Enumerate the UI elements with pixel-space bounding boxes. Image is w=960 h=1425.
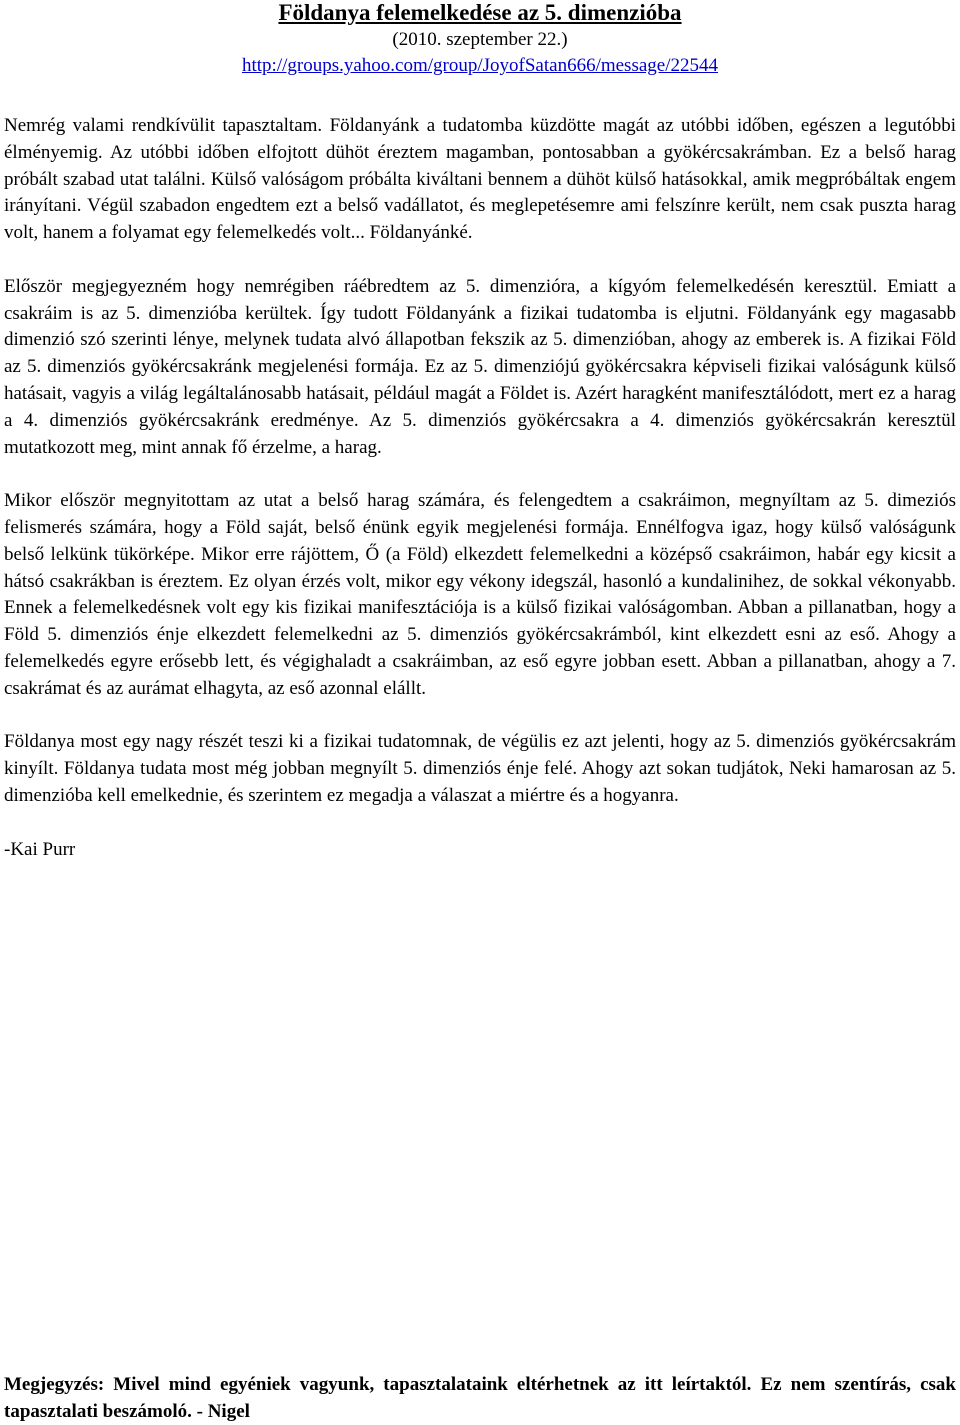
paragraph-2: Először megjegyezném hogy nemrégiben ráébredtem az 5. dimenzióra, a kígyóm felemelkedésén keresztül. Emiatt a csakráim is az 5. dimenzióba kerültek. Így tudott Földanyánk a fizikai tudatomba is eljutni. Földanyánk egy magasabb dimenzió szó szerinti lénye, melynek tudata alvó állapotban fekszik az 5. dimenzióban, ahogy az emberek is. A fizikai Föld az 5. dimenziós gyökércsakránk megjelenési formája. Ez az 5. dimenziójú gyökércsakra képviseli fizikai valóságunk külső hatásait, vagyis a világ legáltalánosabb hatásait, például magát a Földet is. Azért haragként manifesztálódott, mert ez a harag a 4. dimenziós gyökércsakránk eredménye. Az 5. dimenziós gyökércsakra a 4. dimenziós gyökércsakrán keresztül mutatkozott meg, mint annak fő érzelme, a harag. (4, 275, 956, 458)
author-signature: -Kai Purr (4, 838, 76, 860)
footer-note: Megjegyzés: Mivel mind egyéniek vagyunk, tapasztalataink eltérhetnek az itt leírtaktól. Ez nem szentírás, csak tapasztalati beszámoló. - Nigel (4, 1374, 956, 1422)
paragraph-3: Mikor először megnyitottam az utat a belső harag számára, és felengedtem a csakráimon, megnyíltam az 5. dimeziós felismerés számára, hogy a Föld saját, belső énünk egyik megjelenési formája. Ennélfogva igaz, hogy külső valóságunk belső lelkünk tükörképe. Mikor erre rájöttem, Ő (a Föld) elkezdett felemelkedni a középső csakráimon, habár egy kicsit a hátsó csakrákban is éreztem. Ez olyan érzés volt, mikor egy vékony idegszál, hasonló a kundalinihez, de sokkal vékonyabb. Ennek a felemelkedésnek volt egy kis fizikai manifesztációja is a külső fizikai valóságomban. Abban a pillanatban, hogy a Föld 5. dimenziós énje elkezdett felemelkedni az 5. dimenziós gyökércsakrámból, kint elkezdett esni az eső. Ahogy a felemelkedés egyre erősebb lett, és végighaladt a csakráimban, az eső egyre jobban esett. Abban a pillanatban, ahogy a 7. csakrámat és az aurámat elhagyta, az eső azonnal elállt. (4, 490, 956, 699)
document-header (0, 0, 960, 78)
document-date: (2010. szeptember 22.) (392, 29, 568, 50)
document-title: Földanya felemelkedése az 5. dimenzióba (278, 0, 682, 25)
paragraph-1: Nemrég valami rendkívülit tapasztaltam. Földanyánk a tudatomba küzdötte magát az utóbbi időben, egészen a legutóbbi élményemig. Az utóbbi időben elfojtott dühöt éreztem magamban, pontosabban a gyökércsakrámban. Ez a belső harag próbált szabad utat találni. Külső valóságom próbálta kiváltani bennem a dühöt külső hatásokkal, amik megpróbáltak engem irányítani. Végül szabadon engedtem ezt a belső vadállatot, és meglepetésemre ami felszínre került, nem csak puszta harag volt, hanem a folyamat egy felemelkedés volt... Földanyánké. (4, 115, 956, 244)
source-link[interactable]: http://groups.yahoo.com/group/JoyofSatan666/message/22544 (241, 55, 718, 76)
document-body (4, 113, 956, 863)
paragraph-4: Földanya most egy nagy részét teszi ki a fizikai tudatomnak, de végülis ez azt jelenti, hogy az 5. dimenziós gyökércsakrám kinyílt. Földanya tudata most még jobban megnyílt 5. dimenziós énje felé. Ahogy azt sokan tudjátok, Neki hamarosan az 5. dimenzióba kell emelkednie, és szerintem ez megadja a válaszat a miértre és a hogyanra. (4, 731, 956, 806)
